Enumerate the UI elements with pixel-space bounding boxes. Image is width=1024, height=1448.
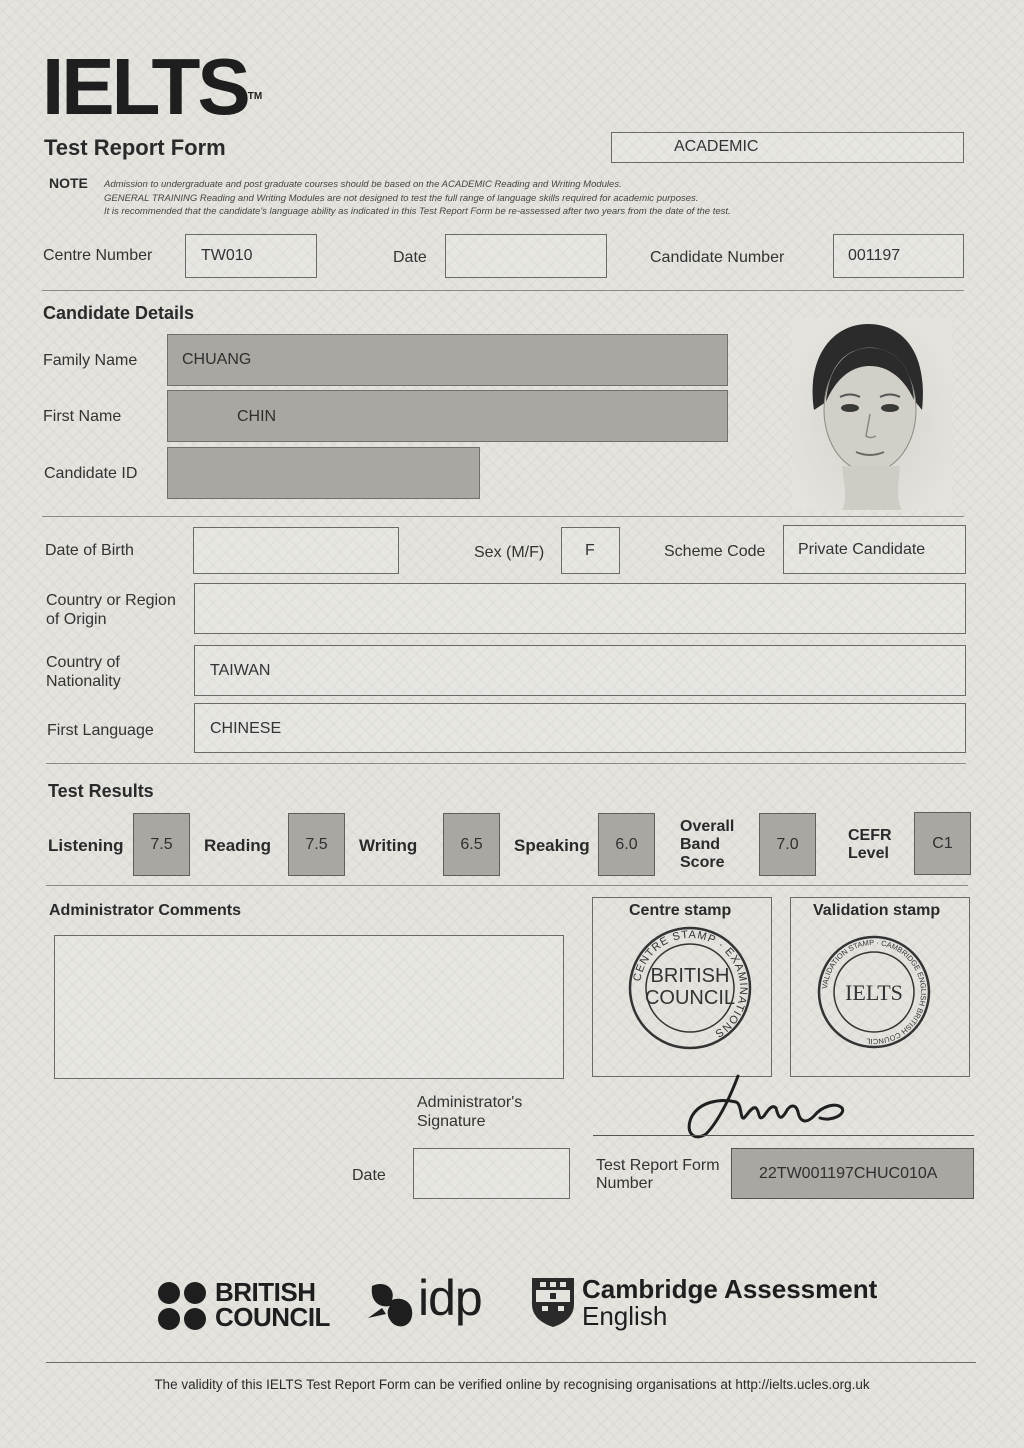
overall-label-1: Overall (680, 818, 735, 835)
centre-stamp-label: Centre stamp (629, 902, 732, 919)
writing-score: 6.5 (443, 813, 500, 876)
trf-label-2: Number (596, 1175, 653, 1192)
admin-comments-box (54, 935, 564, 1079)
listening-score: 7.5 (133, 813, 190, 876)
dob-box (193, 527, 399, 574)
sex-value: F (585, 542, 595, 559)
language-box (194, 703, 966, 753)
dob-label: Date of Birth (45, 542, 134, 559)
scheme-value: Private Candidate (798, 541, 926, 558)
language-label: First Language (47, 722, 154, 739)
first-name-field (167, 390, 728, 442)
nationality-label-2: Nationality (46, 673, 121, 690)
british-council-logo-icon (157, 1281, 209, 1331)
centre-stamp-ring-text: CENTRE STAMP · EXAMINATIONS (631, 928, 750, 1040)
admin-comments-label: Administrator Comments (49, 902, 242, 919)
candidate-id-label: Candidate ID (44, 465, 138, 482)
validation-stamp-ring-text: VALIDATION STAMP · CAMBRIDGE ENGLISH BRITISH COUNCIL (820, 937, 929, 1047)
cefr-score: C1 (914, 812, 971, 875)
divider-2 (42, 516, 964, 517)
scheme-label: Scheme Code (664, 543, 766, 560)
reading-score: 7.5 (288, 813, 345, 876)
first-name-value: CHIN (237, 408, 277, 425)
nationality-value: TAIWAN (210, 662, 271, 679)
trf-label-1: Test Report Form (596, 1157, 720, 1174)
candidate-number-label: Candidate Number (650, 249, 785, 266)
admin-date-label: Date (352, 1167, 386, 1184)
centre-number-label: Centre Number (43, 247, 153, 264)
sex-label: Sex (M/F) (474, 544, 545, 561)
note-line-1: Admission to undergraduate and post graduate courses should be based on the ACADEMIC Reading and Writing Modules. (104, 179, 622, 190)
speaking-label: Speaking (514, 836, 590, 855)
family-name-label: Family Name (43, 352, 138, 369)
candidate-number-value: 001197 (848, 247, 901, 264)
divider-1 (42, 290, 964, 291)
family-name-field (167, 334, 728, 386)
reading-label: Reading (204, 836, 272, 855)
family-name-value: CHUANG (182, 351, 252, 368)
idp-logo-text: idp (418, 1270, 482, 1326)
british-council-logo-line1: BRITISH (215, 1277, 316, 1307)
cambridge-logo-line1: Cambridge Assessment (582, 1274, 878, 1304)
origin-label-2: of Origin (46, 611, 107, 628)
overall-score: 7.0 (759, 813, 816, 876)
module-value: ACADEMIC (674, 138, 759, 155)
note-label: NOTE (49, 175, 88, 191)
module-box (611, 132, 964, 163)
footer-divider (46, 1362, 976, 1363)
validation-stamp-label: Validation stamp (813, 902, 941, 919)
admin-date-box (413, 1148, 570, 1199)
divider-3 (46, 763, 966, 764)
ielts-logo: IELTS™ (42, 42, 263, 131)
administrator-signature (680, 1072, 850, 1142)
overall-label-3: Score (680, 854, 725, 871)
origin-box (194, 583, 966, 634)
date-box (445, 234, 607, 278)
speaking-score: 6.0 (598, 813, 655, 876)
divider-4 (46, 885, 968, 886)
centre-stamp-text-1: BRITISH (650, 965, 730, 987)
validity-note: The validity of this IELTS Test Report Form can be verified online by recognising organisations at http://ielts.ucles.org.uk (154, 1377, 870, 1392)
validation-stamp-text: IELTS (845, 980, 903, 1005)
first-name-label: First Name (43, 408, 122, 425)
candidate-photo (792, 318, 952, 510)
cambridge-crest-icon (530, 1276, 576, 1328)
centre-number-value: TW010 (201, 247, 253, 264)
test-results-title: Test Results (48, 781, 154, 801)
origin-label-1: Country or Region (46, 592, 176, 609)
trf-number-value: 22TW001197CHUC010A (759, 1165, 938, 1182)
centre-stamp-text-2: COUNCIL (644, 987, 736, 1009)
overall-label-2: Band (680, 836, 720, 853)
cambridge-logo-line2: English (582, 1301, 668, 1331)
language-value: CHINESE (210, 720, 282, 737)
centre-stamp-seal (622, 924, 758, 1054)
signature-line (593, 1135, 974, 1136)
ielts-logo-text: IELTS (42, 42, 248, 131)
writing-label: Writing (359, 836, 418, 855)
cefr-label-1: CEFR (848, 827, 892, 844)
note-line-3: It is recommended that the candidate's language ability as indicated in this Test Report Form be re-assessed after two years from the date of the test. (104, 206, 731, 217)
validation-stamp-seal (814, 934, 934, 1050)
trf-number-field (731, 1148, 974, 1199)
signature-label-1: Administrator's (417, 1094, 523, 1111)
date-label: Date (393, 249, 427, 266)
candidate-details-title: Candidate Details (43, 303, 195, 323)
nationality-box (194, 645, 966, 696)
nationality-label-1: Country of (46, 654, 120, 671)
note-line-2: GENERAL TRAINING Reading and Writing Modules are not designed to test the full range of language skills required for academic purposes. (104, 193, 699, 204)
candidate-id-field (167, 447, 480, 499)
cefr-label-2: Level (848, 845, 889, 862)
signature-label-2: Signature (417, 1113, 486, 1130)
idp-logo-icon (366, 1278, 418, 1330)
listening-label: Listening (48, 836, 124, 855)
form-title: Test Report Form (44, 135, 226, 160)
british-council-logo-line2: COUNCIL (215, 1302, 330, 1332)
